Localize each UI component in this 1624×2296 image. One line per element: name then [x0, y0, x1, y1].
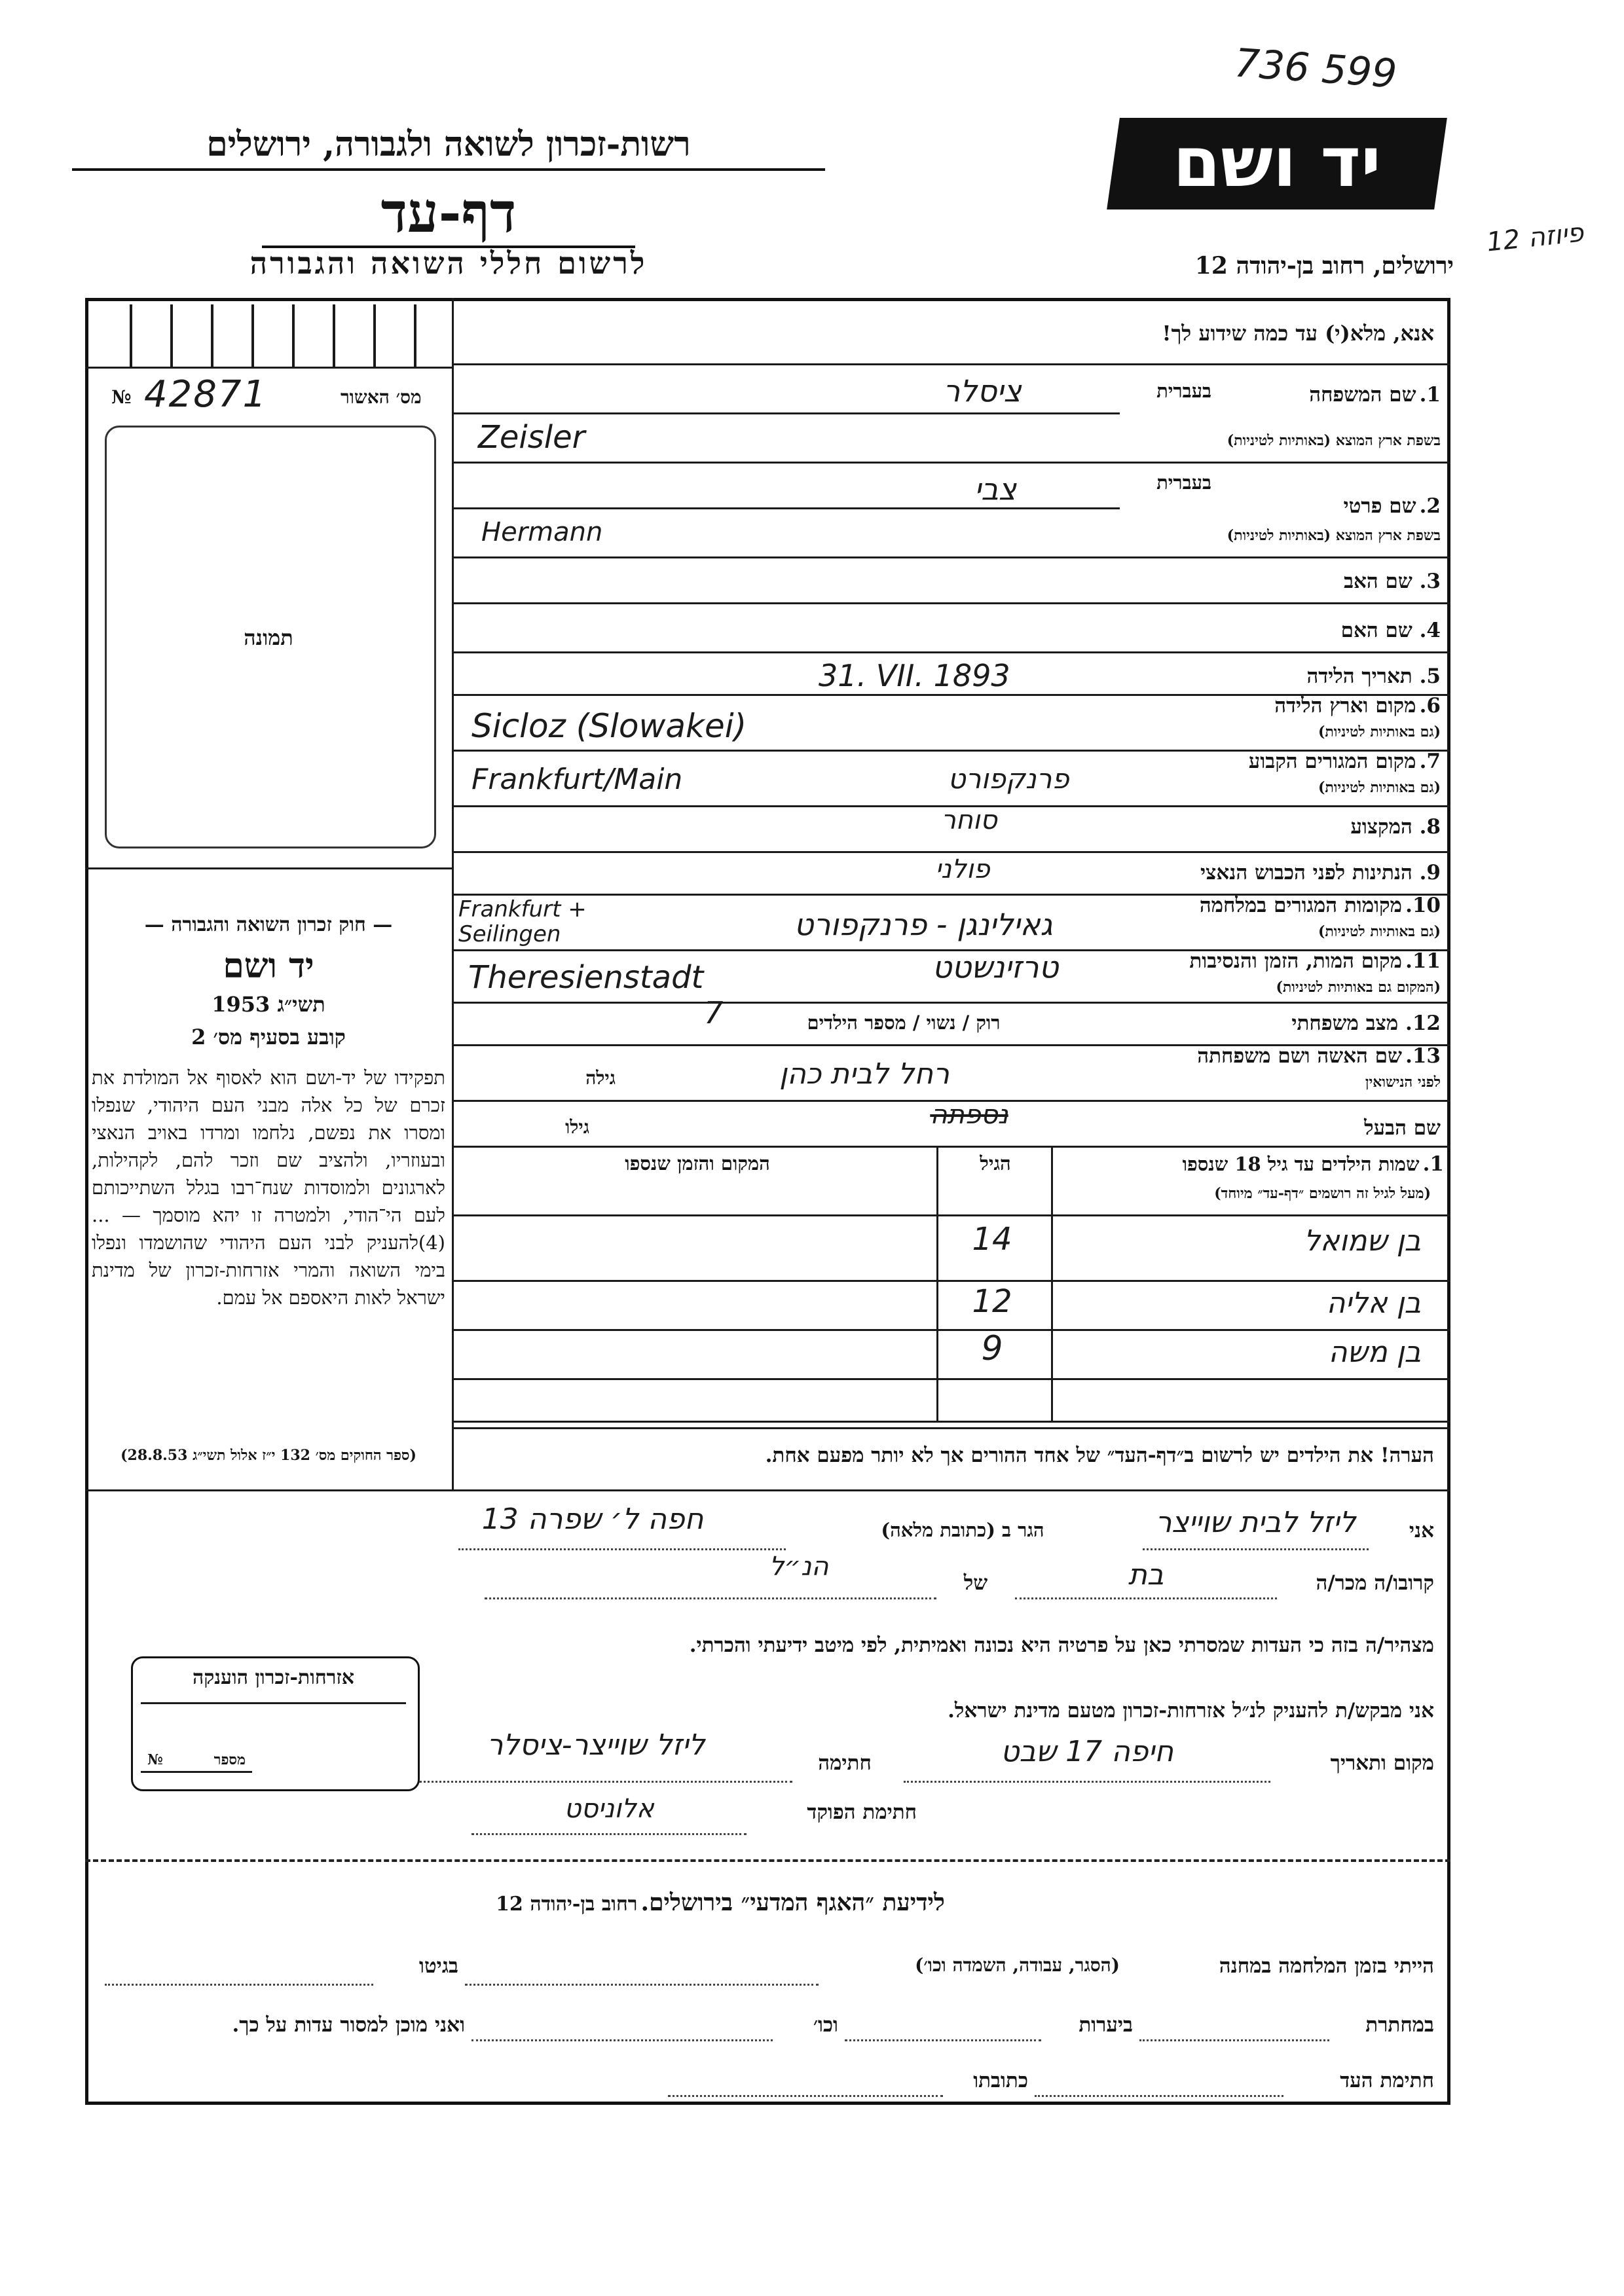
child-3-name[interactable]: בן משה: [1328, 1336, 1421, 1369]
f10-value-hebrew[interactable]: גאילינגן - פרנקפורט: [794, 907, 1053, 942]
f7-num: 7.: [1419, 750, 1441, 773]
children-header-place: המקום והזמן שנספו: [625, 1152, 770, 1175]
children-num: 1.: [1422, 1152, 1444, 1176]
bureau-forests-label: ביערות: [1079, 2013, 1133, 2037]
f3-label: 3. שם האב: [1344, 570, 1441, 593]
f9-value[interactable]: פולני: [935, 854, 990, 884]
bureau-testimony-text: ואני מוכן למסור עדות על כך.: [232, 2013, 465, 2037]
f1-label: שם המשפחה: [1309, 383, 1416, 407]
f11-num: 11.: [1405, 949, 1441, 973]
citizenship-no-label: מספר: [213, 1751, 246, 1768]
cert-number[interactable]: 42871: [144, 373, 268, 416]
declaration-text: מצהיר/ה בזה כי העדות שמסרתי כאן על פרטיה היא נכונה ואמיתית, לפי מיטב ידיעתי והכרתי.: [689, 1633, 1434, 1657]
f10-sub: (גם באותיות לטיניות): [1318, 923, 1441, 940]
margin-note: פיוזה 12: [1485, 217, 1585, 258]
f6-label: מקום וארץ הלידה: [1274, 694, 1416, 718]
husband-value[interactable]: נספתה: [930, 1100, 1008, 1130]
declarant-label: אני: [1409, 1519, 1434, 1542]
cert-no-sign: №: [111, 386, 132, 408]
cert-label: מס׳ האשור: [341, 386, 422, 408]
children-header-age: הגיל: [980, 1152, 1011, 1175]
f6-value[interactable]: Sicloz (Slowakei): [471, 707, 747, 745]
f9-label: 9. הנתינות לפני הכבוש הנאצי: [1200, 861, 1441, 884]
citizenship-label: אזרחות-זכרון הוענקה: [192, 1666, 355, 1689]
f13-age-label: גילה: [585, 1067, 616, 1089]
f5-label: 5. תאריך הלידה: [1306, 665, 1441, 688]
f12-children-count[interactable]: 7: [704, 995, 724, 1030]
authority-name: רשות-זכרון לשואה ולגבורה, ירושלים: [72, 124, 825, 171]
form-title: דף-עד: [262, 180, 635, 248]
citizenship-no-sign: №: [147, 1751, 163, 1768]
section-divider: [85, 1859, 1450, 1862]
husband-age-label: גילו: [565, 1116, 589, 1138]
signature-value[interactable]: ליזל שוייצר-ציסלר: [487, 1728, 705, 1762]
f8-value[interactable]: סוחר: [941, 805, 997, 835]
law-reference: (ספר החוקים מס׳ 132 י״ז אלול תשי״ג 28.8.53): [120, 1447, 416, 1464]
f2-hebrew-tag: בעברית: [1156, 471, 1211, 494]
f13-value[interactable]: רחל לבית כהן: [779, 1057, 950, 1091]
relation-of-value[interactable]: הנ״ל: [769, 1552, 829, 1582]
relation-of-label: של: [963, 1571, 988, 1595]
photo-label: תמונה: [244, 625, 293, 650]
f2-label: שם פרטי: [1343, 494, 1416, 518]
bureau-address-label: כתובתו: [973, 2069, 1028, 2092]
law-name: יד ושם: [223, 946, 314, 986]
form-subtitle: לרשום חללי השואה והגבורה: [249, 246, 648, 281]
f5-value[interactable]: 31. VII. 1893: [819, 658, 1010, 693]
f10-num: 10.: [1405, 894, 1441, 917]
f1-sub: בשפת ארץ המוצא (באותיות לטיניות): [1227, 432, 1441, 449]
law-clause: קובע בסעיף מס׳ 2: [191, 1025, 346, 1049]
law-text: תפקידו של יד-ושם הוא לאסוף אל המולדת את זכרם של כל אלה מבני העם היהודי, שנפלו ומסרו את נפשם, נלחמו ומרדו באויב הנאצי ובעוזריו, ולהציב שם וזכר להם, לקהילות, לארגונים ולמוסדות שנח־רבו בגלל השתייכותם לעם הי־הודי, ולמטרה זו יהא מוסמך — ...(4)להעניק לבני העם היהודי שהושמדו ונפלו בימי השואה והמרי אזרחות-זכרון של מדינת ישראל לאות היאספם אל עמם.: [92, 1066, 445, 1309]
child-2-name[interactable]: בן אליה: [1326, 1286, 1421, 1320]
child-2-age[interactable]: 12: [972, 1283, 1012, 1320]
f2-latin-value[interactable]: Hermann: [481, 517, 603, 547]
header-address: ירושלים, רחוב בן-יהודה 12: [1194, 252, 1454, 280]
bureau-title: לידיעת ״האגף המדעי״ בירושלים.: [640, 1889, 945, 1916]
child-2-place[interactable]: [465, 1293, 923, 1319]
bureau-camp-label: הייתי בזמן המלחמה במחנה: [1219, 1954, 1434, 1978]
f11-value[interactable]: Theresienstadt: [468, 959, 704, 996]
declarant-name[interactable]: ליזל לבית שוייצר: [1155, 1506, 1356, 1539]
f1-hebrew-value[interactable]: ציסלר: [943, 373, 1022, 409]
f7-value-hebrew[interactable]: פרנקפורט: [948, 763, 1069, 795]
officer-label: חתימת הפוקד: [807, 1800, 917, 1824]
place-date-value[interactable]: חיפה 17 שבט: [1001, 1735, 1173, 1768]
child-3-age[interactable]: 9: [981, 1329, 1003, 1368]
signature-label: חתימה: [818, 1751, 872, 1775]
f2-sub: בשפת ארץ המוצא (באותיות לטיניות): [1227, 527, 1441, 544]
declarant-address-label: הגר ב (כתובת מלאה): [881, 1519, 1044, 1541]
f11-label: מקום המות, הזמן והנסיבות: [1189, 949, 1402, 973]
relation-label: קרובו/ה מכר/ה: [1316, 1571, 1434, 1595]
law-year: תשי״ג 1953: [212, 992, 325, 1017]
bureau-underground-label: במחתרת: [1365, 2013, 1434, 2037]
f10-value[interactable]: Frankfurt + Seilingen: [458, 896, 587, 947]
archive-number: 736 599: [1232, 40, 1399, 98]
f1-hebrew-tag: בעברית: [1156, 380, 1211, 402]
bureau-camp-types: (הסגר, עבודה, השמדה וכו׳): [915, 1954, 1120, 1976]
f1-latin-value[interactable]: Zeisler: [478, 419, 585, 456]
husband-label: שם הבעל: [1364, 1116, 1441, 1140]
f8-label: 8. המקצוע: [1350, 815, 1441, 839]
bureau-address: רחוב בן-יהודה 12: [496, 1893, 638, 1916]
note: הערה! את הילדים יש לרשום ב״דף-העד״ של אחד ההורים אך לא יותר מפעם אחת.: [765, 1444, 1434, 1467]
f6-sub: (גם באותיות לטיניות): [1318, 723, 1441, 740]
f13-label: שם האשה ושם משפחתה: [1197, 1044, 1402, 1068]
f6-num: 6.: [1419, 694, 1441, 718]
place-date-label: מקום ותאריך: [1330, 1751, 1434, 1775]
logo-text: יד ושם: [1173, 122, 1381, 202]
child-1-place[interactable]: [465, 1231, 923, 1257]
f13-num: 13.: [1405, 1044, 1441, 1068]
law-header: — חוק זכרון השואה והגבורה —: [144, 913, 393, 936]
bureau-ghetto-label: בגיטו: [419, 1954, 458, 1978]
f12-label: 12. מצב משפחתי: [1291, 1011, 1441, 1035]
child-1-name[interactable]: בן שמואל: [1304, 1224, 1421, 1258]
f2-num: 2.: [1419, 494, 1441, 518]
children-header-names: שמות הילדים עד גיל 18 שנספו: [1182, 1153, 1420, 1175]
f10-label: מקומות המגורים במלחמה: [1199, 894, 1402, 917]
officer-signature[interactable]: אלוניסט: [564, 1794, 654, 1824]
relation-value[interactable]: בת: [1128, 1558, 1164, 1592]
f7-label: מקום המגורים הקבוע: [1248, 750, 1416, 773]
child-3-place[interactable]: [465, 1342, 923, 1368]
bureau-etc-label: וכו׳: [813, 2013, 838, 2037]
f2-hebrew-value[interactable]: צבי: [974, 471, 1017, 507]
f1-num: 1.: [1419, 383, 1441, 407]
children-header-sub: (מעל לגיל זה רושמים ״דף-עד״ מיוחד): [1214, 1185, 1431, 1202]
request-text: אני מבקש/ת להעניק לנ״ל אזרחות-זכרון מטעם מדינת ישראל.: [948, 1699, 1434, 1722]
f7-sub: (גם באותיות לטיניות): [1318, 779, 1441, 796]
bureau-witness-sign-label: חתימת העד: [1340, 2069, 1434, 2092]
f7-value[interactable]: Frankfurt/Main: [471, 763, 683, 796]
intro-instruction: אנא, מלא(י) עד כמה שידוע לך!: [1162, 321, 1434, 346]
f13-sub: לפני הנישואין: [1365, 1074, 1441, 1091]
f12-options: רוק / נשוי / מספר הילדים: [807, 1011, 1001, 1034]
f11-sub: (המקום גם באותיות לטיניות): [1276, 979, 1441, 996]
f4-label: 4. שם האם: [1340, 619, 1441, 642]
child-1-age[interactable]: 14: [972, 1221, 1012, 1258]
f11-value-hebrew[interactable]: טרזינשטט: [932, 949, 1059, 985]
declarant-address[interactable]: חפה ל׳ שפרה 13: [481, 1503, 704, 1536]
